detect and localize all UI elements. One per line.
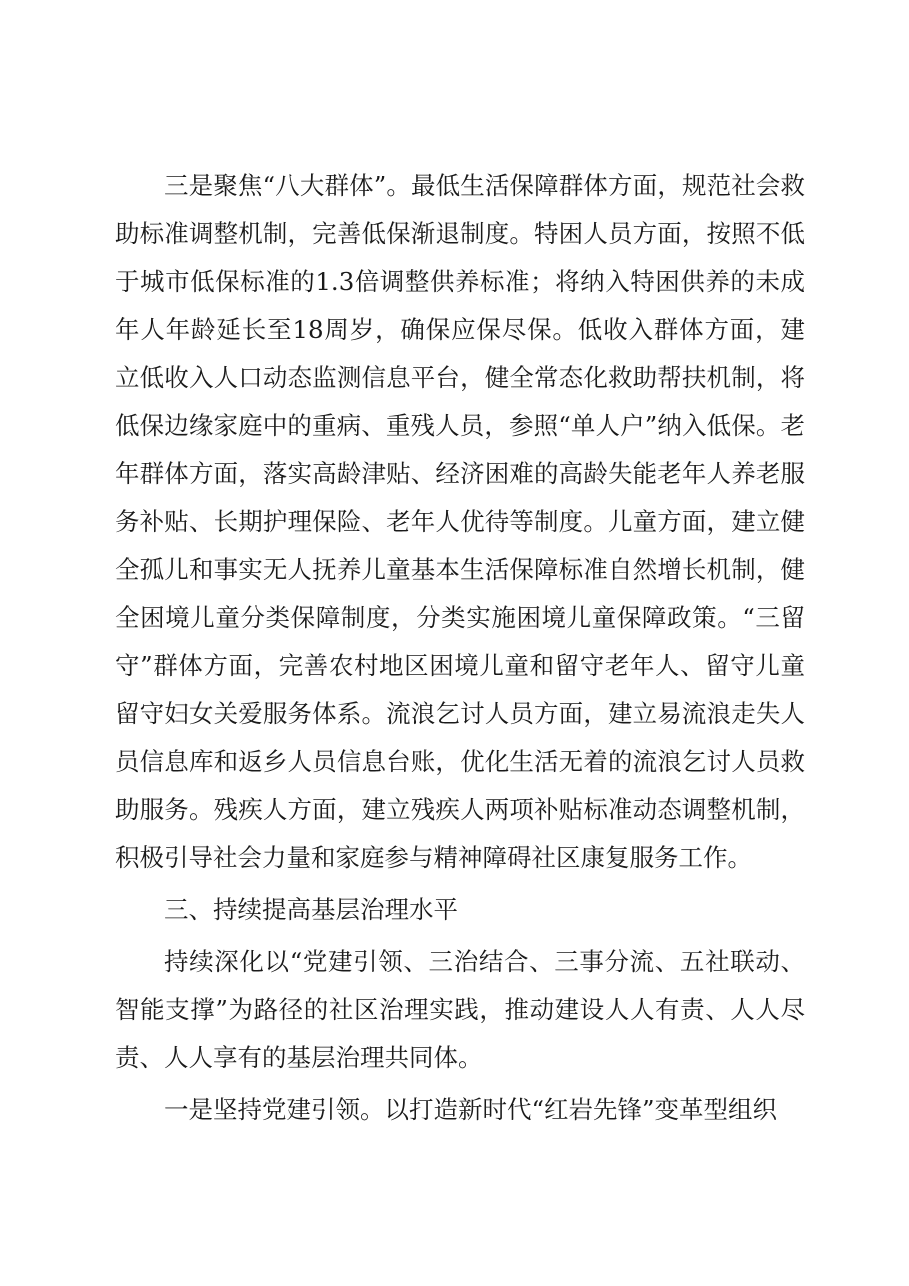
document-body xyxy=(115,162,805,1134)
section-heading-grassroots-governance: 三、持续提高基层治理水平 xyxy=(164,895,458,924)
paragraph-party-leadership: 一是坚持党建引领。以打造新时代“红岩先锋”变革型组织 xyxy=(164,1095,778,1124)
paragraph-eight-groups: 三是聚焦“八大群体”。最低生活保障群体方面，规范社会救助标准调整机制，完善低保渐退制度。特困人员方面，按照不低于城市低保标准的1.3倍调整供养标准；将纳入特困供养的未成年人年龄延长至18周岁，确保应保尽保。低收入群体方面，建立低收入人口动态监测信息平台，健全常态化救助帮扶机制，将低保边缘家庭中的重病、重残人员，参照“单人户”纳入低保。老年群体方面，落实高龄津贴、经济困难的高龄失能老年人养老服务补贴、长期护理保险、老年人优待等制度。儿童方面，建立健全孤儿和事实无人抚养儿童基本生活保障标准自然增长机制，健全困境儿童分类保障制度，分类实施困境儿童保障政策。“三留守”群体方面，完善农村地区困境儿童和留守老年人、留守儿童留守妇女关爱服务体系。流浪乞讨人员方面，建立易流浪走失人员信息库和返乡人员信息台账，优化生活无着的流浪乞讨人员救助服务。残疾人方面，建立残疾人两项补贴标准动态调整机制，积极引导社会力量和家庭参与精神障碍社区康复服务工作。 xyxy=(115,171,805,872)
paragraph-community-governance: 持续深化以“党建引领、三治结合、三事分流、五社联动、智能支撑”为路径的社区治理实践，推动建设人人有责、人人尽责、人人享有的基层治理共同体。 xyxy=(115,947,805,1072)
